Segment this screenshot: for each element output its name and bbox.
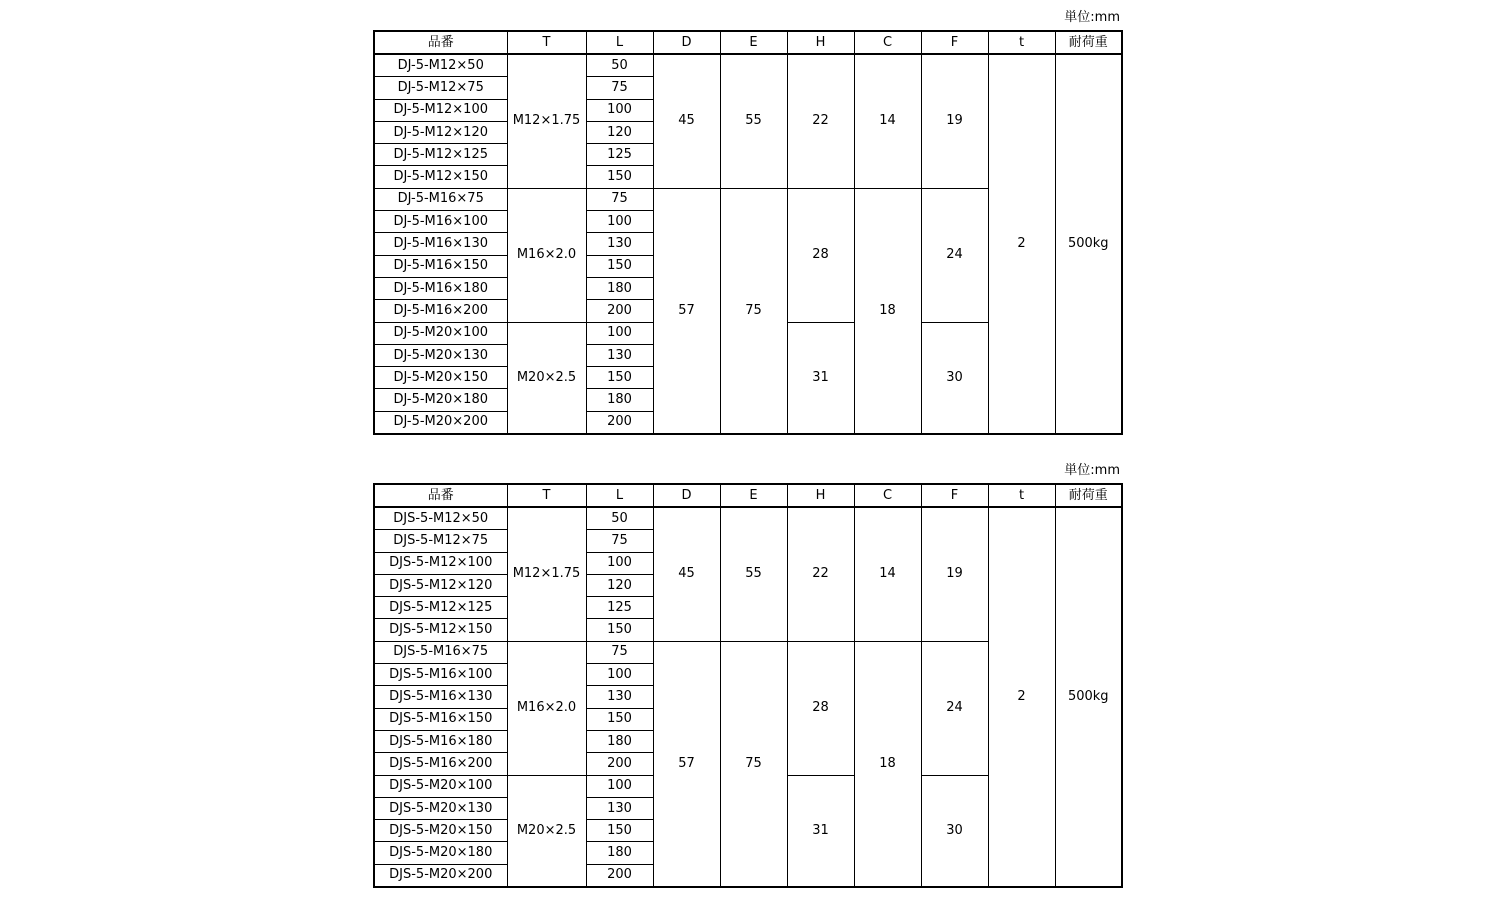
h-cell: 22 <box>787 507 854 641</box>
part-number-cell: DJ-5-M12×100 <box>374 99 507 121</box>
part-number-cell: DJS-5-M20×100 <box>374 775 507 797</box>
load-cell: 500kg <box>1055 507 1122 887</box>
part-number-cell: DJ-5-M16×130 <box>374 233 507 255</box>
header-t-thread: T <box>507 484 586 507</box>
part-number-cell: DJS-5-M20×130 <box>374 797 507 819</box>
length-cell: 130 <box>586 233 653 255</box>
part-number-cell: DJ-5-M12×125 <box>374 144 507 166</box>
length-cell: 180 <box>586 730 653 752</box>
length-cell: 200 <box>586 753 653 775</box>
length-cell: 150 <box>586 255 653 277</box>
h-cell: 31 <box>787 775 854 887</box>
e-cell: 55 <box>720 54 787 188</box>
f-cell: 24 <box>921 188 988 322</box>
length-cell: 100 <box>586 322 653 344</box>
length-cell: 130 <box>586 686 653 708</box>
part-number-cell: DJS-5-M12×125 <box>374 597 507 619</box>
d-cell: 57 <box>653 641 720 887</box>
spec-table-dj <box>373 30 1123 435</box>
part-number-cell: DJS-5-M16×150 <box>374 708 507 730</box>
h-cell: 28 <box>787 641 854 775</box>
h-cell: 31 <box>787 322 854 434</box>
thickness-cell: 2 <box>988 507 1055 887</box>
d-cell: 57 <box>653 188 720 434</box>
thread-cell: M16×2.0 <box>507 188 586 322</box>
f-cell: 24 <box>921 641 988 775</box>
part-number-cell: DJ-5-M20×180 <box>374 389 507 411</box>
length-cell: 180 <box>586 389 653 411</box>
length-cell: 150 <box>586 708 653 730</box>
part-number-cell: DJ-5-M20×200 <box>374 411 507 434</box>
thread-cell: M20×2.5 <box>507 322 586 434</box>
header-e: E <box>720 31 787 54</box>
header-f: F <box>921 484 988 507</box>
length-cell: 180 <box>586 842 653 864</box>
d-cell: 45 <box>653 507 720 641</box>
header-t-thickness: t <box>988 484 1055 507</box>
part-number-cell: DJ-5-M12×50 <box>374 54 507 77</box>
header-l: L <box>586 31 653 54</box>
thread-cell: M12×1.75 <box>507 507 586 641</box>
header-h: H <box>787 31 854 54</box>
e-cell: 75 <box>720 641 787 887</box>
header-d: D <box>653 31 720 54</box>
part-number-cell: DJ-5-M12×120 <box>374 121 507 143</box>
f-cell: 19 <box>921 507 988 641</box>
header-l: L <box>586 484 653 507</box>
part-number-cell: DJ-5-M20×100 <box>374 322 507 344</box>
header-t-thickness: t <box>988 31 1055 54</box>
part-number-cell: DJS-5-M20×180 <box>374 842 507 864</box>
h-cell: 28 <box>787 188 854 322</box>
length-cell: 180 <box>586 277 653 299</box>
length-cell: 75 <box>586 188 653 210</box>
thread-cell: M16×2.0 <box>507 641 586 775</box>
part-number-cell: DJ-5-M16×75 <box>374 188 507 210</box>
h-cell: 22 <box>787 54 854 188</box>
c-cell: 18 <box>854 641 921 887</box>
part-number-cell: DJ-5-M20×150 <box>374 367 507 389</box>
header-t-thread: T <box>507 31 586 54</box>
d-cell: 45 <box>653 54 720 188</box>
spec-table-djs <box>373 483 1123 888</box>
length-cell: 130 <box>586 344 653 366</box>
length-cell: 150 <box>586 166 653 188</box>
thread-cell: M12×1.75 <box>507 54 586 188</box>
length-cell: 200 <box>586 864 653 887</box>
part-number-cell: DJ-5-M16×200 <box>374 300 507 322</box>
part-number-cell: DJS-5-M12×120 <box>374 574 507 596</box>
length-cell: 50 <box>586 54 653 77</box>
header-load: 耐荷重 <box>1055 484 1122 507</box>
load-cell: 500kg <box>1055 54 1122 434</box>
unit-label: 単位:mm <box>1064 463 1120 478</box>
e-cell: 55 <box>720 507 787 641</box>
length-cell: 100 <box>586 552 653 574</box>
header-e: E <box>720 484 787 507</box>
length-cell: 100 <box>586 664 653 686</box>
length-cell: 75 <box>586 77 653 99</box>
part-number-cell: DJS-5-M12×150 <box>374 619 507 641</box>
f-cell: 30 <box>921 322 988 434</box>
length-cell: 150 <box>586 619 653 641</box>
part-number-cell: DJS-5-M16×100 <box>374 664 507 686</box>
part-number-cell: DJ-5-M16×150 <box>374 255 507 277</box>
header-part-number: 品番 <box>374 484 507 507</box>
header-d: D <box>653 484 720 507</box>
c-cell: 14 <box>854 54 921 188</box>
header-h: H <box>787 484 854 507</box>
part-number-cell: DJ-5-M16×100 <box>374 211 507 233</box>
length-cell: 75 <box>586 641 653 663</box>
header-c: C <box>854 484 921 507</box>
length-cell: 130 <box>586 797 653 819</box>
table-header-row <box>374 484 1122 507</box>
f-cell: 30 <box>921 775 988 887</box>
part-number-cell: DJS-5-M12×75 <box>374 530 507 552</box>
header-c: C <box>854 31 921 54</box>
thickness-cell: 2 <box>988 54 1055 434</box>
length-cell: 150 <box>586 367 653 389</box>
part-number-cell: DJS-5-M20×150 <box>374 820 507 842</box>
length-cell: 200 <box>586 411 653 434</box>
part-number-cell: DJ-5-M16×180 <box>374 277 507 299</box>
length-cell: 200 <box>586 300 653 322</box>
table-row <box>374 507 1122 530</box>
part-number-cell: DJS-5-M12×50 <box>374 507 507 530</box>
length-cell: 120 <box>586 574 653 596</box>
part-number-cell: DJ-5-M12×75 <box>374 77 507 99</box>
header-load: 耐荷重 <box>1055 31 1122 54</box>
table-row <box>374 54 1122 77</box>
length-cell: 100 <box>586 775 653 797</box>
length-cell: 100 <box>586 99 653 121</box>
length-cell: 150 <box>586 820 653 842</box>
header-part-number: 品番 <box>374 31 507 54</box>
part-number-cell: DJ-5-M12×150 <box>374 166 507 188</box>
part-number-cell: DJS-5-M16×200 <box>374 753 507 775</box>
part-number-cell: DJS-5-M20×200 <box>374 864 507 887</box>
length-cell: 50 <box>586 507 653 530</box>
c-cell: 18 <box>854 188 921 434</box>
header-f: F <box>921 31 988 54</box>
length-cell: 75 <box>586 530 653 552</box>
e-cell: 75 <box>720 188 787 434</box>
length-cell: 120 <box>586 121 653 143</box>
c-cell: 14 <box>854 507 921 641</box>
length-cell: 100 <box>586 211 653 233</box>
table-header-row <box>374 31 1122 54</box>
length-cell: 125 <box>586 597 653 619</box>
part-number-cell: DJS-5-M12×100 <box>374 552 507 574</box>
thread-cell: M20×2.5 <box>507 775 586 887</box>
part-number-cell: DJS-5-M16×180 <box>374 730 507 752</box>
unit-label: 単位:mm <box>1064 10 1120 25</box>
part-number-cell: DJS-5-M16×130 <box>374 686 507 708</box>
f-cell: 19 <box>921 54 988 188</box>
length-cell: 125 <box>586 144 653 166</box>
part-number-cell: DJ-5-M20×130 <box>374 344 507 366</box>
part-number-cell: DJS-5-M16×75 <box>374 641 507 663</box>
